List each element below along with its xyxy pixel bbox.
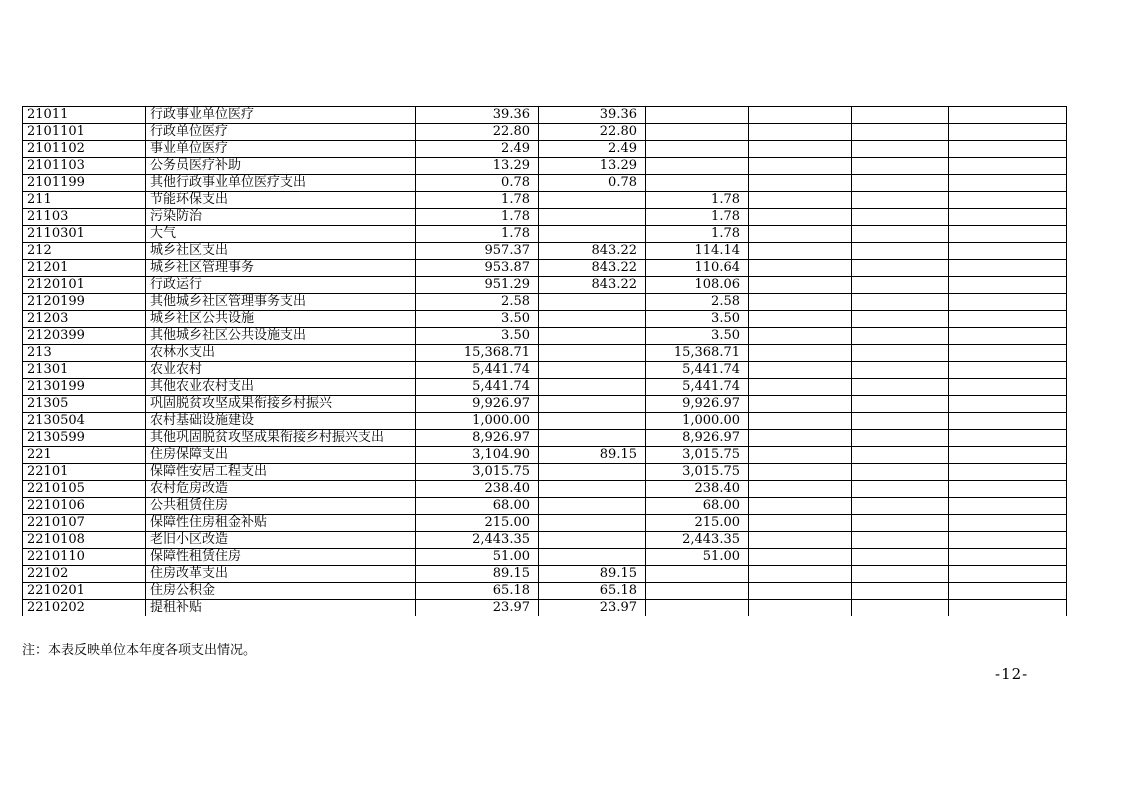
col8-cell <box>949 362 1067 379</box>
code-cell: 21305 <box>23 396 146 413</box>
total-cell: 3.50 <box>416 311 539 328</box>
basic-cell <box>539 413 646 430</box>
name-cell: 其他农业农村支出 <box>146 379 416 396</box>
project-cell: 238.40 <box>646 481 749 498</box>
name-cell: 巩固脱贫攻坚成果衔接乡村振兴 <box>146 396 416 413</box>
col6-cell <box>749 481 852 498</box>
table-row <box>23 379 1067 396</box>
total-cell: 51.00 <box>416 549 539 566</box>
total-cell: 215.00 <box>416 515 539 532</box>
code-cell: 2110301 <box>23 226 146 243</box>
project-cell: 108.06 <box>646 277 749 294</box>
table-row <box>23 413 1067 430</box>
project-cell: 51.00 <box>646 549 749 566</box>
col7-cell <box>852 481 949 498</box>
col6-cell <box>749 328 852 345</box>
basic-cell <box>539 226 646 243</box>
code-cell: 2120399 <box>23 328 146 345</box>
col7-cell <box>852 175 949 192</box>
table-row <box>23 311 1067 328</box>
col6-cell <box>749 124 852 141</box>
col7-cell <box>852 209 949 226</box>
col8-cell <box>949 328 1067 345</box>
col6-cell <box>749 175 852 192</box>
project-cell: 5,441.74 <box>646 379 749 396</box>
col7-cell <box>852 447 949 464</box>
table-row <box>23 600 1067 617</box>
code-cell: 21301 <box>23 362 146 379</box>
col8-cell <box>949 464 1067 481</box>
total-cell: 238.40 <box>416 481 539 498</box>
col8-cell <box>949 481 1067 498</box>
col7-cell <box>852 413 949 430</box>
name-cell: 城乡社区公共设施 <box>146 311 416 328</box>
col8-cell <box>949 226 1067 243</box>
col6-cell <box>749 413 852 430</box>
col7-cell <box>852 328 949 345</box>
code-cell: 2210202 <box>23 600 146 617</box>
basic-cell: 39.36 <box>539 107 646 124</box>
basic-cell <box>539 209 646 226</box>
code-cell: 2210108 <box>23 532 146 549</box>
project-cell: 1.78 <box>646 209 749 226</box>
col6-cell <box>749 549 852 566</box>
col8-cell <box>949 532 1067 549</box>
table-row <box>23 396 1067 413</box>
col7-cell <box>852 566 949 583</box>
total-cell: 5,441.74 <box>416 362 539 379</box>
name-cell: 公务员医疗补助 <box>146 158 416 175</box>
project-cell: 1.78 <box>646 226 749 243</box>
col8-cell <box>949 515 1067 532</box>
total-cell: 9,926.97 <box>416 396 539 413</box>
col6-cell <box>749 158 852 175</box>
col8-cell <box>949 498 1067 515</box>
project-cell: 1,000.00 <box>646 413 749 430</box>
col7-cell <box>852 243 949 260</box>
total-cell: 39.36 <box>416 107 539 124</box>
name-cell: 保障性住房租金补贴 <box>146 515 416 532</box>
col7-cell <box>852 124 949 141</box>
col8-cell <box>949 311 1067 328</box>
code-cell: 221 <box>23 447 146 464</box>
col7-cell <box>852 379 949 396</box>
name-cell: 大气 <box>146 226 416 243</box>
total-cell: 3,104.90 <box>416 447 539 464</box>
project-cell: 15,368.71 <box>646 345 749 362</box>
basic-cell <box>539 532 646 549</box>
total-cell: 8,926.97 <box>416 430 539 447</box>
project-cell: 68.00 <box>646 498 749 515</box>
code-cell: 2101199 <box>23 175 146 192</box>
code-cell: 21103 <box>23 209 146 226</box>
table-row <box>23 141 1067 158</box>
code-cell: 21201 <box>23 260 146 277</box>
total-cell: 0.78 <box>416 175 539 192</box>
col8-cell <box>949 345 1067 362</box>
code-cell: 2101103 <box>23 158 146 175</box>
basic-cell <box>539 294 646 311</box>
col8-cell <box>949 158 1067 175</box>
col6-cell <box>749 430 852 447</box>
basic-cell: 843.22 <box>539 260 646 277</box>
table-row <box>23 566 1067 583</box>
name-cell: 保障性租赁住房 <box>146 549 416 566</box>
code-cell: 2101101 <box>23 124 146 141</box>
col8-cell <box>949 294 1067 311</box>
table-note: 注：本表反映单位本年度各项支出情况。 <box>22 643 257 658</box>
col6-cell <box>749 141 852 158</box>
name-cell: 住房改革支出 <box>146 566 416 583</box>
code-cell: 2120199 <box>23 294 146 311</box>
expenditure-table-wrapper <box>22 106 1066 616</box>
total-cell: 1,000.00 <box>416 413 539 430</box>
name-cell: 城乡社区管理事务 <box>146 260 416 277</box>
col8-cell <box>949 413 1067 430</box>
col6-cell <box>749 379 852 396</box>
col7-cell <box>852 260 949 277</box>
code-cell: 21011 <box>23 107 146 124</box>
project-cell <box>646 124 749 141</box>
total-cell: 15,368.71 <box>416 345 539 362</box>
total-cell: 22.80 <box>416 124 539 141</box>
col7-cell <box>852 345 949 362</box>
name-cell: 行政单位医疗 <box>146 124 416 141</box>
project-cell: 3,015.75 <box>646 464 749 481</box>
table-row <box>23 107 1067 124</box>
name-cell: 其他行政事业单位医疗支出 <box>146 175 416 192</box>
name-cell: 其他巩固脱贫攻坚成果衔接乡村振兴支出 <box>146 430 416 447</box>
project-cell: 9,926.97 <box>646 396 749 413</box>
project-cell: 215.00 <box>646 515 749 532</box>
basic-cell: 843.22 <box>539 277 646 294</box>
project-cell: 8,926.97 <box>646 430 749 447</box>
col7-cell <box>852 515 949 532</box>
total-cell: 13.29 <box>416 158 539 175</box>
col8-cell <box>949 583 1067 600</box>
col8-cell <box>949 243 1067 260</box>
code-cell: 22101 <box>23 464 146 481</box>
col6-cell <box>749 447 852 464</box>
col6-cell <box>749 583 852 600</box>
table-row <box>23 328 1067 345</box>
name-cell: 城乡社区支出 <box>146 243 416 260</box>
code-cell: 2210110 <box>23 549 146 566</box>
name-cell: 行政事业单位医疗 <box>146 107 416 124</box>
col6-cell <box>749 209 852 226</box>
name-cell: 住房公积金 <box>146 583 416 600</box>
table-row <box>23 294 1067 311</box>
table-row <box>23 464 1067 481</box>
basic-cell <box>539 311 646 328</box>
project-cell: 110.64 <box>646 260 749 277</box>
col6-cell <box>749 107 852 124</box>
table-row <box>23 481 1067 498</box>
col8-cell <box>949 447 1067 464</box>
table-row <box>23 430 1067 447</box>
basic-cell <box>539 481 646 498</box>
name-cell: 公共租赁住房 <box>146 498 416 515</box>
total-cell: 1.78 <box>416 226 539 243</box>
table-row <box>23 277 1067 294</box>
table-row <box>23 226 1067 243</box>
col8-cell <box>949 192 1067 209</box>
basic-cell <box>539 362 646 379</box>
page-number: -12- <box>995 665 1029 683</box>
table-row <box>23 345 1067 362</box>
col7-cell <box>852 192 949 209</box>
name-cell: 行政运行 <box>146 277 416 294</box>
col8-cell <box>949 141 1067 158</box>
name-cell: 事业单位医疗 <box>146 141 416 158</box>
name-cell: 节能环保支出 <box>146 192 416 209</box>
project-cell: 2,443.35 <box>646 532 749 549</box>
total-cell: 1.78 <box>416 209 539 226</box>
col8-cell <box>949 430 1067 447</box>
col7-cell <box>852 532 949 549</box>
basic-cell: 89.15 <box>539 447 646 464</box>
col6-cell <box>749 260 852 277</box>
code-cell: 22102 <box>23 566 146 583</box>
col6-cell <box>749 566 852 583</box>
table-row <box>23 532 1067 549</box>
code-cell: 213 <box>23 345 146 362</box>
table-row <box>23 243 1067 260</box>
basic-cell: 13.29 <box>539 158 646 175</box>
col8-cell <box>949 600 1067 617</box>
col7-cell <box>852 294 949 311</box>
table-row <box>23 549 1067 566</box>
project-cell <box>646 583 749 600</box>
project-cell: 3.50 <box>646 311 749 328</box>
table-row <box>23 583 1067 600</box>
code-cell: 2130199 <box>23 379 146 396</box>
project-cell: 114.14 <box>646 243 749 260</box>
col7-cell <box>852 600 949 617</box>
total-cell: 957.37 <box>416 243 539 260</box>
col7-cell <box>852 158 949 175</box>
basic-cell <box>539 192 646 209</box>
project-cell: 2.58 <box>646 294 749 311</box>
total-cell: 5,441.74 <box>416 379 539 396</box>
col8-cell <box>949 124 1067 141</box>
table-row <box>23 192 1067 209</box>
col6-cell <box>749 532 852 549</box>
expenditure-table <box>22 106 1067 616</box>
table-row <box>23 209 1067 226</box>
name-cell: 其他城乡社区公共设施支出 <box>146 328 416 345</box>
name-cell: 农业农村 <box>146 362 416 379</box>
code-cell: 2120101 <box>23 277 146 294</box>
name-cell: 农村基础设施建设 <box>146 413 416 430</box>
basic-cell: 2.49 <box>539 141 646 158</box>
total-cell: 65.18 <box>416 583 539 600</box>
code-cell: 211 <box>23 192 146 209</box>
name-cell: 污染防治 <box>146 209 416 226</box>
col6-cell <box>749 464 852 481</box>
basic-cell: 0.78 <box>539 175 646 192</box>
basic-cell <box>539 549 646 566</box>
code-cell: 2210105 <box>23 481 146 498</box>
col8-cell <box>949 209 1067 226</box>
code-cell: 2210201 <box>23 583 146 600</box>
table-row <box>23 498 1067 515</box>
col6-cell <box>749 277 852 294</box>
total-cell: 89.15 <box>416 566 539 583</box>
col6-cell <box>749 226 852 243</box>
total-cell: 68.00 <box>416 498 539 515</box>
basic-cell: 843.22 <box>539 243 646 260</box>
code-cell: 212 <box>23 243 146 260</box>
total-cell: 3.50 <box>416 328 539 345</box>
total-cell: 1.78 <box>416 192 539 209</box>
total-cell: 23.97 <box>416 600 539 617</box>
basic-cell: 65.18 <box>539 583 646 600</box>
name-cell: 提租补贴 <box>146 600 416 617</box>
col8-cell <box>949 549 1067 566</box>
col7-cell <box>852 583 949 600</box>
name-cell: 其他城乡社区管理事务支出 <box>146 294 416 311</box>
basic-cell <box>539 430 646 447</box>
col6-cell <box>749 311 852 328</box>
table-row <box>23 362 1067 379</box>
name-cell: 保障性安居工程支出 <box>146 464 416 481</box>
col7-cell <box>852 430 949 447</box>
col7-cell <box>852 107 949 124</box>
name-cell: 住房保障支出 <box>146 447 416 464</box>
col7-cell <box>852 277 949 294</box>
project-cell <box>646 141 749 158</box>
col7-cell <box>852 498 949 515</box>
col6-cell <box>749 192 852 209</box>
table-row <box>23 260 1067 277</box>
project-cell <box>646 175 749 192</box>
col8-cell <box>949 566 1067 583</box>
col6-cell <box>749 396 852 413</box>
basic-cell <box>539 515 646 532</box>
col6-cell <box>749 362 852 379</box>
code-cell: 2210106 <box>23 498 146 515</box>
col8-cell <box>949 396 1067 413</box>
name-cell: 农村危房改造 <box>146 481 416 498</box>
table-row <box>23 515 1067 532</box>
col6-cell <box>749 515 852 532</box>
total-cell: 3,015.75 <box>416 464 539 481</box>
col8-cell <box>949 379 1067 396</box>
col7-cell <box>852 396 949 413</box>
code-cell: 2101102 <box>23 141 146 158</box>
project-cell <box>646 158 749 175</box>
name-cell: 老旧小区改造 <box>146 532 416 549</box>
name-cell: 农林水支出 <box>146 345 416 362</box>
col6-cell <box>749 498 852 515</box>
basic-cell <box>539 345 646 362</box>
col7-cell <box>852 549 949 566</box>
col8-cell <box>949 107 1067 124</box>
total-cell: 953.87 <box>416 260 539 277</box>
project-cell: 3,015.75 <box>646 447 749 464</box>
col6-cell <box>749 600 852 617</box>
total-cell: 2.49 <box>416 141 539 158</box>
total-cell: 2.58 <box>416 294 539 311</box>
project-cell: 3.50 <box>646 328 749 345</box>
code-cell: 21203 <box>23 311 146 328</box>
col6-cell <box>749 243 852 260</box>
basic-cell <box>539 464 646 481</box>
col7-cell <box>852 226 949 243</box>
code-cell: 2210107 <box>23 515 146 532</box>
basic-cell: 23.97 <box>539 600 646 617</box>
table-row <box>23 124 1067 141</box>
project-cell <box>646 107 749 124</box>
total-cell: 951.29 <box>416 277 539 294</box>
code-cell: 2130599 <box>23 430 146 447</box>
total-cell: 2,443.35 <box>416 532 539 549</box>
col6-cell <box>749 294 852 311</box>
basic-cell: 89.15 <box>539 566 646 583</box>
basic-cell <box>539 379 646 396</box>
basic-cell <box>539 498 646 515</box>
code-cell: 2130504 <box>23 413 146 430</box>
col7-cell <box>852 311 949 328</box>
col7-cell <box>852 464 949 481</box>
col6-cell <box>749 345 852 362</box>
table-body <box>23 107 1067 617</box>
table-row <box>23 175 1067 192</box>
project-cell <box>646 600 749 617</box>
project-cell <box>646 566 749 583</box>
col7-cell <box>852 141 949 158</box>
project-cell: 5,441.74 <box>646 362 749 379</box>
table-row <box>23 447 1067 464</box>
col7-cell <box>852 362 949 379</box>
table-row <box>23 158 1067 175</box>
basic-cell <box>539 328 646 345</box>
col8-cell <box>949 175 1067 192</box>
basic-cell: 22.80 <box>539 124 646 141</box>
basic-cell <box>539 396 646 413</box>
col8-cell <box>949 260 1067 277</box>
col8-cell <box>949 277 1067 294</box>
project-cell: 1.78 <box>646 192 749 209</box>
